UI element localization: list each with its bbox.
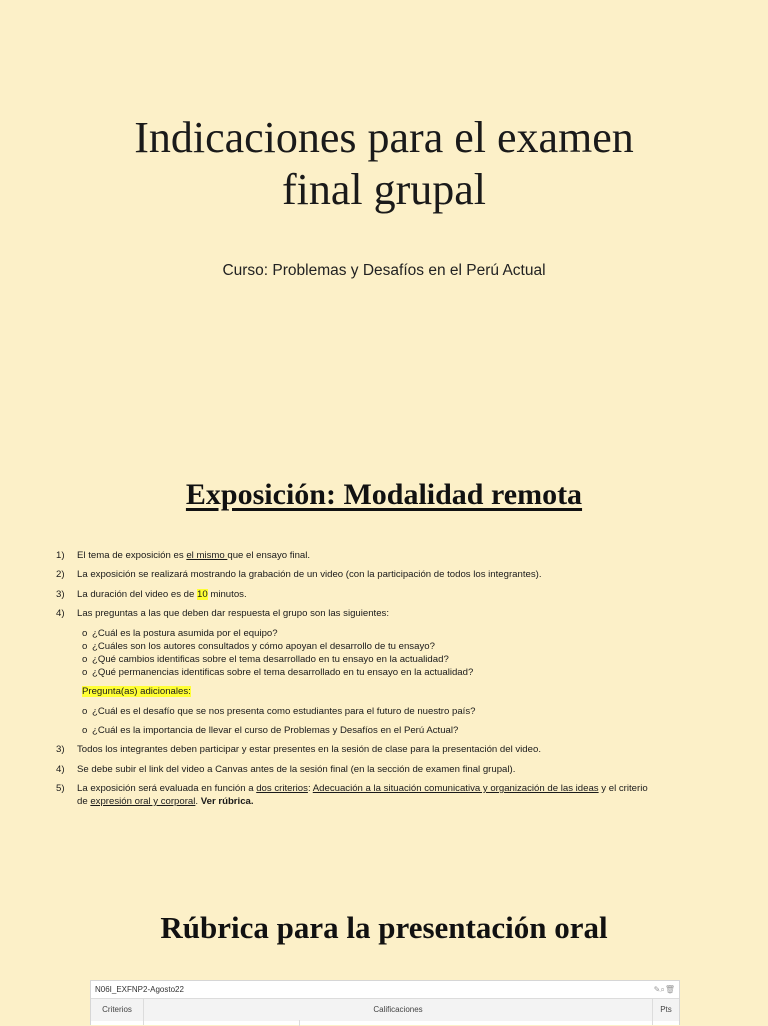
question-text: ¿Cuáles son los autores consultados y cómo apoyan el desarrollo de tu ensayo? xyxy=(92,641,435,652)
title-line-1: Indicaciones para el examen xyxy=(134,113,634,162)
item-text-part: y el criterio xyxy=(598,783,648,794)
see-rubric-text: Ver rúbrica. xyxy=(200,796,254,807)
item-text xyxy=(77,588,717,601)
item-text-part: El tema de exposición es xyxy=(77,550,187,561)
col-pts: Pts xyxy=(652,999,679,1025)
bullet-icon: o xyxy=(82,725,88,736)
table-divider xyxy=(299,1020,300,1026)
trash-icon[interactable]: 🗑 xyxy=(664,985,675,994)
question-item xyxy=(82,724,458,737)
section-title-text: Exposición: Modalidad remota xyxy=(185,478,583,511)
additional-questions-label xyxy=(82,685,191,698)
bullet-icon: o xyxy=(82,667,88,678)
item-text: Se debe subir el link del video a Canvas antes de la sesión final (en la sección de examen final grupal). xyxy=(77,764,516,775)
additional-label-text: Pregunta(as) adicionales: xyxy=(82,686,191,697)
rubric-table-header xyxy=(91,981,679,999)
item-number: 4) xyxy=(56,608,65,619)
rubric-name: N06I_EXFNP2-Agosto22 xyxy=(95,985,184,994)
item-text-part: que el ensayo final. xyxy=(227,550,311,561)
rubric-columns xyxy=(91,999,679,1021)
item-text: Las preguntas a las que deben dar respuesta el grupo son las siguientes: xyxy=(77,608,390,619)
item-underlined: Adecuación a la situación comunicativa y organización de las ideas xyxy=(312,783,599,794)
item-text-part: de xyxy=(77,796,91,807)
col-calificaciones: Calificaciones xyxy=(373,1005,423,1014)
item-number: 1) xyxy=(56,550,65,561)
item-text xyxy=(77,549,717,562)
question-item xyxy=(82,653,449,666)
question-text: ¿Cuál es el desafío que se nos presenta como estudiantes para el futuro de nuestro país? xyxy=(92,706,476,717)
search-icon[interactable]: ⌕ xyxy=(660,985,665,994)
item-number: 2) xyxy=(56,569,65,580)
question-text: ¿Cuál es la importancia de llevar el curso de Problemas y Desafíos en el Perú Actual? xyxy=(92,725,459,736)
bullet-icon: o xyxy=(82,654,88,665)
question-text: ¿Cuál es la postura asumida por el equipo? xyxy=(92,628,278,639)
title-line-2: final grupal xyxy=(281,165,487,214)
course-subtitle: Curso: Problemas y Desafíos en el Perú Actual xyxy=(222,262,546,279)
item-number: 4) xyxy=(56,764,65,775)
rubric-title: Rúbrica para la presentación oral xyxy=(160,910,608,945)
item-underlined: el mismo xyxy=(186,550,228,561)
item-number: 5) xyxy=(56,783,65,794)
item-text-part: La exposición será evaluada en función a xyxy=(77,783,257,794)
highlighted-value: 10 xyxy=(197,589,208,600)
question-item xyxy=(82,627,278,640)
section-title xyxy=(0,478,768,512)
item-underlined: dos criterios xyxy=(256,783,308,794)
question-item xyxy=(82,705,475,718)
item-number: 3) xyxy=(56,589,65,600)
bullet-icon: o xyxy=(82,641,88,652)
document-title xyxy=(0,112,768,216)
question-text: ¿Qué permanencias identificas sobre el tema desarrollado en tu ensayo en la actualidad? xyxy=(92,667,474,678)
item-text: La exposición se realizará mostrando la grabación de un video (con la participación de todos los integrantes). xyxy=(77,569,542,580)
item-number: 3) xyxy=(56,744,65,755)
question-text: ¿Qué cambios identificas sobre el tema desarrollado en tu ensayo en la actualidad? xyxy=(92,654,449,665)
col-criterios: Criterios xyxy=(91,999,144,1025)
item-text-part: : xyxy=(307,783,313,794)
question-item xyxy=(82,666,473,679)
item-underlined: expresión oral y corporal xyxy=(90,796,196,807)
item-text-part: minutos. xyxy=(207,589,247,600)
bullet-icon: o xyxy=(82,628,88,639)
rubric-toolbar xyxy=(654,981,675,998)
pencil-icon[interactable]: ✎ xyxy=(653,985,661,994)
item-text xyxy=(77,782,717,808)
bullet-icon: o xyxy=(82,706,88,717)
rubric-table xyxy=(90,980,680,1025)
question-item xyxy=(82,640,435,653)
item-text-part: . xyxy=(195,796,201,807)
item-text: Todos los integrantes deben participar y estar presentes en la sesión de clase para la presentación del video. xyxy=(77,744,541,755)
item-text-part: La duración del video es de xyxy=(77,589,198,600)
